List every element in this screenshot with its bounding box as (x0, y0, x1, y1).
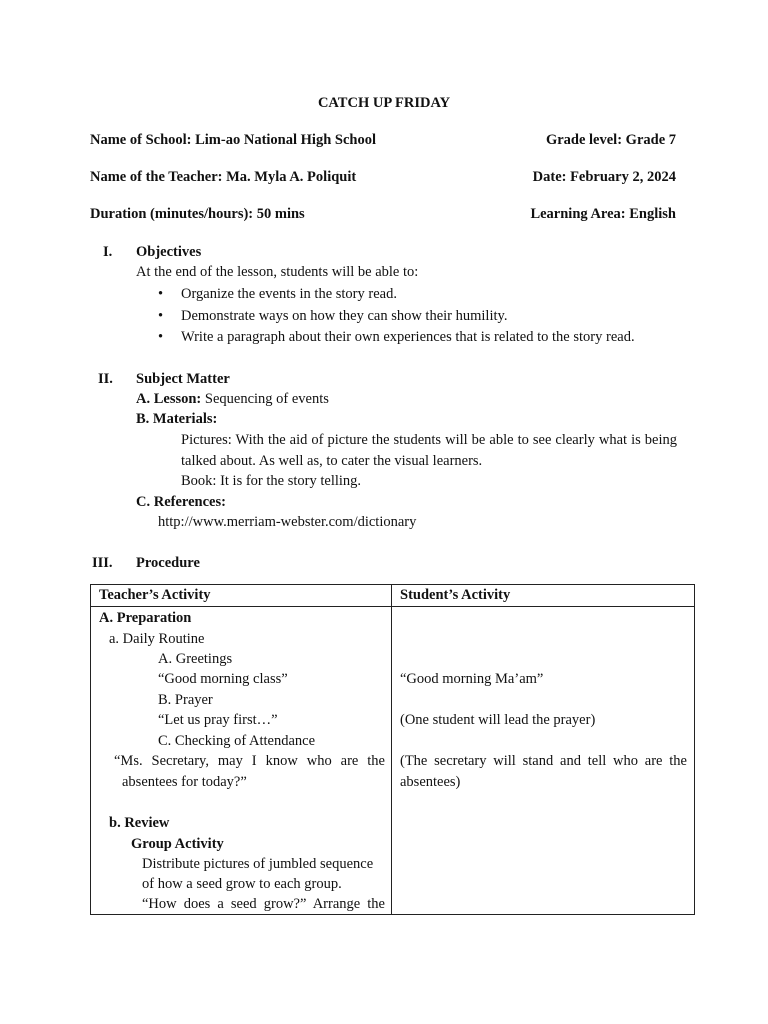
attendance-line-2: absentees for today?” (122, 774, 247, 790)
objectives-heading: Objectives (136, 244, 202, 260)
preparation-heading: A. Preparation (99, 610, 192, 626)
bullet-dot: • (158, 329, 164, 345)
teacher-activity-cell (91, 607, 392, 915)
lesson-date: Date: February 2, 2024 (532, 169, 676, 185)
group-activity-heading: Group Activity (131, 836, 224, 852)
review-heading: b. Review (109, 815, 170, 831)
materials-book: Book: It is for the story telling. (181, 473, 362, 489)
header-cell-teacher (91, 585, 392, 607)
page-title: CATCH UP FRIDAY (317, 95, 451, 111)
lesson-value: Sequencing of events (201, 391, 329, 407)
learning-area: Learning Area: English (530, 206, 676, 222)
lesson-label: A. Lesson: (136, 391, 202, 407)
grade-level: Grade level: Grade 7 (545, 132, 676, 148)
table-header-row (91, 585, 695, 607)
table-row (91, 607, 695, 915)
prayer: B. Prayer (158, 692, 213, 708)
greet-line: “Good morning class” (158, 671, 288, 687)
attendance-line-1: “Ms. Secretary, may I know who are the (114, 753, 385, 769)
school-name: Name of School: Lim-ao National High School (90, 132, 376, 148)
daily-routine: a. Daily Routine (109, 631, 205, 647)
arrange-line: “How does a seed grow?” Arrange the (142, 896, 385, 912)
objective-item: Organize the events in the story read. (181, 286, 397, 302)
col-teacher-activity: Teacher’s Activity (99, 587, 211, 603)
subject-heading: Subject Matter (136, 371, 230, 387)
prayer-line: “Let us pray first…” (158, 712, 278, 728)
objectives-number: I. (103, 244, 113, 260)
procedure-heading: Procedure (136, 555, 200, 571)
bullet-dot: • (158, 286, 164, 302)
subject-number: II. (98, 371, 113, 387)
student-prayer: (One student will lead the prayer) (400, 712, 596, 728)
objective-item: Demonstrate ways on how they can show their humility. (181, 308, 508, 324)
procedure-number: III. (92, 555, 113, 571)
greetings: A. Greetings (158, 651, 233, 667)
distribute-line-2: of how a seed grow to each group. (142, 876, 342, 892)
materials-pictures: Pictures: With the aid of picture the students will be able to see clearly what is being talked about. As well as, to cater the visual learners. (181, 432, 677, 469)
procedure-table (90, 584, 695, 915)
references-label: C. References: (136, 494, 226, 510)
objectives-intro: At the end of the lesson, students will be able to: (136, 264, 419, 280)
student-secretary-1: (The secretary will stand and tell who are the (400, 753, 687, 769)
student-greet: “Good morning Ma’am” (400, 671, 544, 687)
student-secretary-2: absentees) (400, 774, 461, 790)
bullet-dot: • (158, 308, 164, 324)
objective-item: Write a paragraph about their own experiences that is related to the story read. (181, 329, 635, 345)
materials-label: B. Materials: (136, 411, 218, 427)
header-cell-student (392, 585, 695, 607)
attendance: C. Checking of Attendance (158, 733, 316, 749)
distribute-line-1: Distribute pictures of jumbled sequence (142, 856, 374, 872)
lesson-line (136, 389, 329, 410)
teacher-name: Name of the Teacher: Ma. Myla A. Poliquit (90, 169, 357, 185)
duration: Duration (minutes/hours): 50 mins (90, 206, 305, 222)
student-activity-cell (392, 607, 695, 915)
reference-link[interactable]: http://www.merriam-webster.com/dictionary (158, 514, 417, 530)
col-student-activity: Student’s Activity (400, 587, 511, 603)
